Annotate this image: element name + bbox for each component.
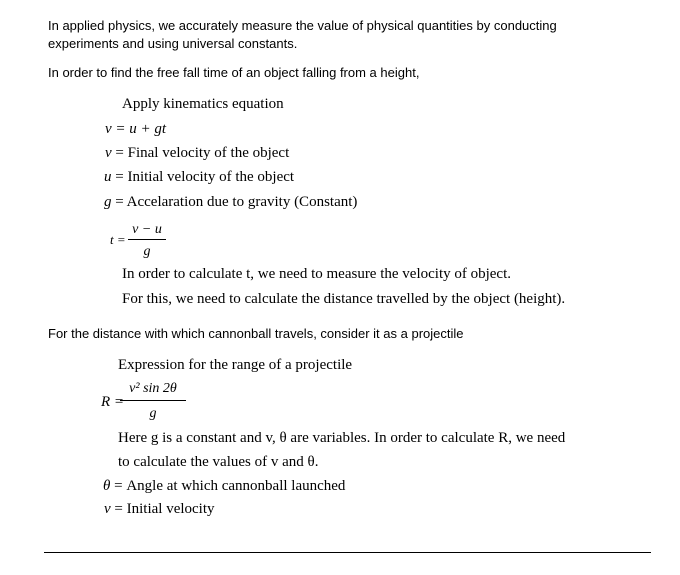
projectile-intro: For the distance with which cannonball travels, consider it as a projectile <box>48 326 464 341</box>
kinematics-note-1: In order to calculate t, we need to measure the velocity of object. <box>122 266 512 282</box>
def-final-velocity <box>105 144 289 162</box>
eq-lhs: v <box>105 121 112 137</box>
def-text: = Final velocity of the object <box>115 145 290 161</box>
def-text: = Angle at which cannonball launched <box>114 478 346 494</box>
intro-line-2: experiments and using universal constants. <box>48 36 298 51</box>
def-symbol: θ <box>103 478 111 494</box>
projectile-note-2: to calculate the values of v and θ. <box>118 454 319 470</box>
def-symbol: v <box>104 501 111 517</box>
bottom-divider <box>44 552 651 553</box>
def-text: = Initial velocity <box>114 501 215 517</box>
def-text: = Initial velocity of the object <box>115 169 295 185</box>
range-denominator: g <box>149 406 157 421</box>
t-fraction <box>128 222 166 262</box>
def-symbol: u <box>104 169 112 185</box>
def-symbol: g <box>104 194 112 210</box>
def-angle <box>103 477 345 495</box>
intro-line-3: In order to find the free fall time of an object falling from a height, <box>48 65 420 80</box>
range-fraction <box>120 381 186 425</box>
eq-rhs: = u + gt <box>115 121 167 137</box>
t-denominator: g <box>143 244 151 259</box>
intro-line-1: In applied physics, we accurately measure the value of physical quantities by conducting <box>48 18 557 33</box>
projectile-note-1: Here g is a constant and v, θ are variables. In order to calculate R, we need <box>118 430 566 446</box>
kinematics-note-2: For this, we need to calculate the distance travelled by the object (height). <box>122 291 566 307</box>
kinematics-heading: Apply kinematics equation <box>122 96 284 112</box>
range-equation-lhs: R = <box>101 394 125 410</box>
fraction-bar <box>120 400 186 401</box>
fraction-bar <box>128 239 166 240</box>
def-initial-velocity <box>104 168 294 186</box>
def-symbol: v <box>105 145 112 161</box>
def-initial-velocity-projectile <box>104 500 215 518</box>
range-numerator: v² sin 2θ <box>129 381 177 396</box>
def-gravity <box>104 193 357 211</box>
kinematics-equation <box>105 120 166 138</box>
projectile-heading: Expression for the range of a projectile <box>118 357 353 373</box>
def-text: = Accelaration due to gravity (Constant) <box>115 194 358 210</box>
t-numerator: v − u <box>132 222 162 237</box>
t-equation-lhs: t = <box>110 232 126 247</box>
